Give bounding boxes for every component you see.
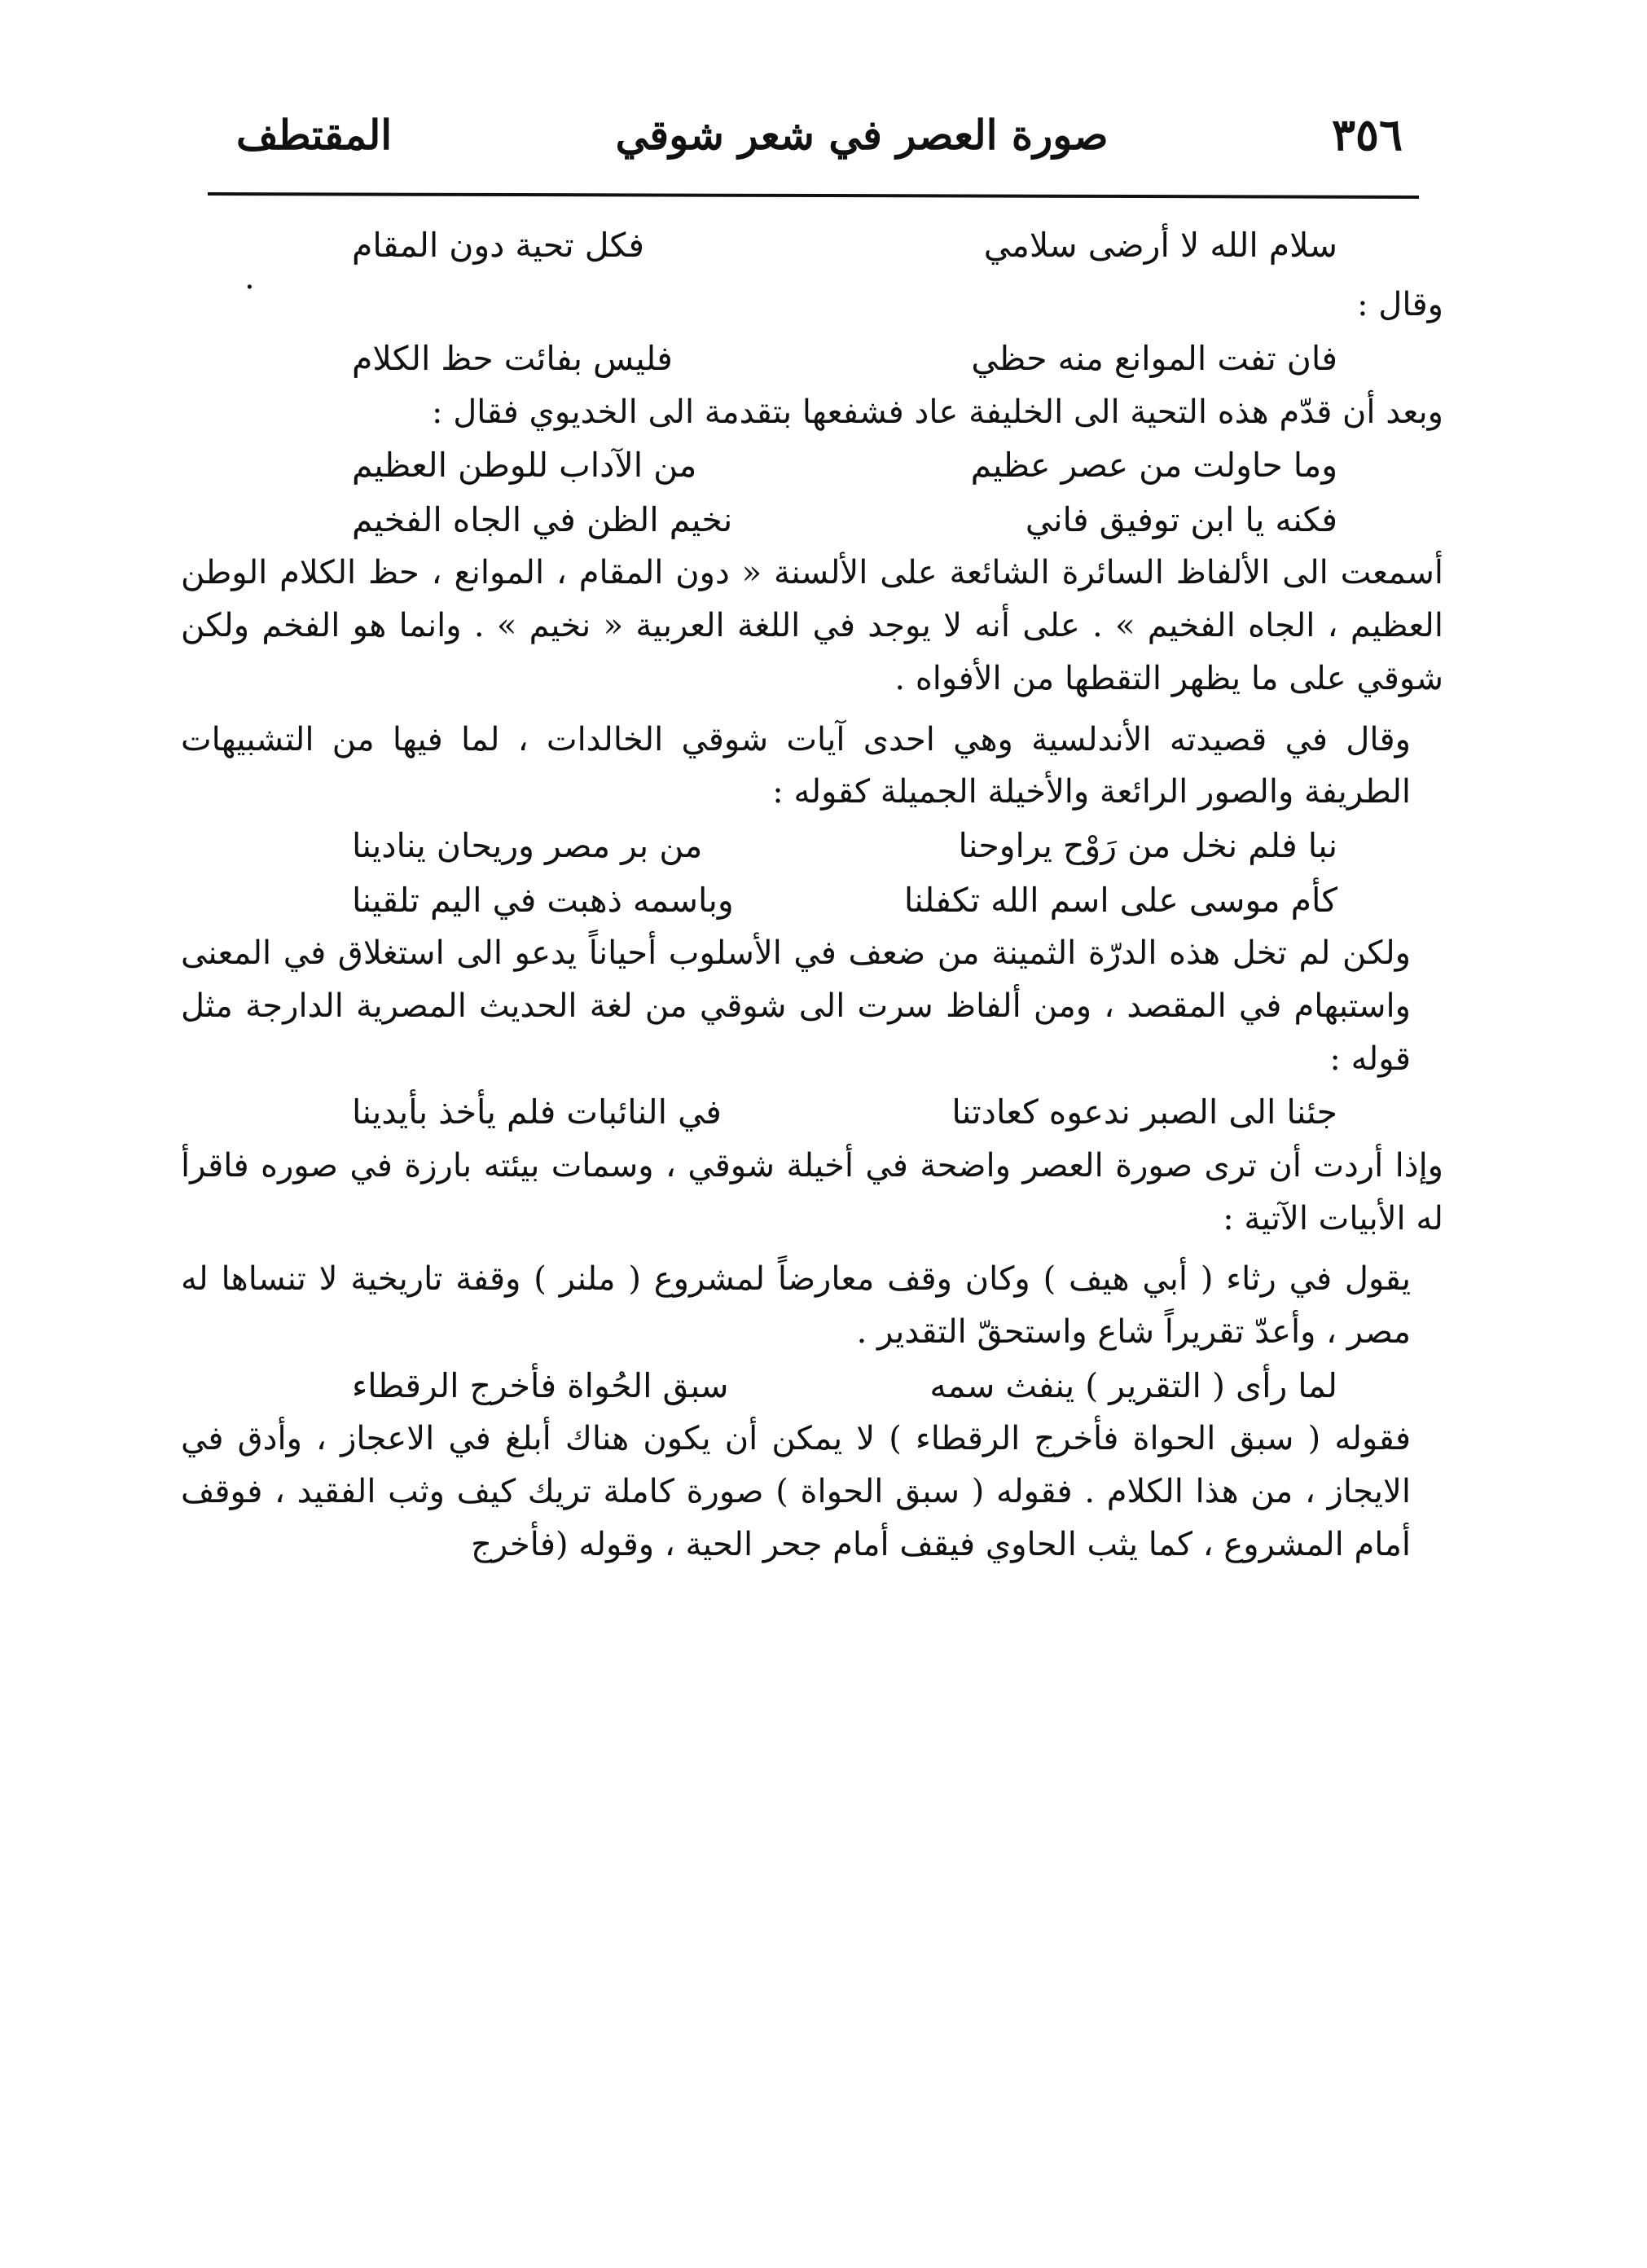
verse-hemistich-second: سبق الحُواة فأخرج الرقطاء <box>352 1366 729 1405</box>
header-rule <box>208 192 1419 199</box>
verse-hemistich-second: فليس بفائت حظ الكلام <box>352 339 673 379</box>
verse-hemistich-first: فان تفت الموانع منه حظي <box>971 339 1337 379</box>
journal-name: المقتطف <box>236 110 393 159</box>
page-body <box>181 218 1443 1571</box>
page-number: ٣٥٦ <box>1331 108 1403 160</box>
running-title: صورة العصر في شعر شوقي <box>615 110 1109 159</box>
paragraph: أسمعت الى الألفاظ السائرة الشائعة على الألسنة « دون المقام ، الموانع ، حظ الكلام الوطن العظيم ، الجاه الفخيم » . على أنه لا يوجد في اللغة العربية « نخيم » . وانما هو الفخم ولكن شوقي على ما يظهر التقطها من الأفواه . <box>181 554 1443 697</box>
verse-hemistich-first: جئنا الى الصبر ندعوه كعادتنا <box>951 1092 1337 1132</box>
verse-hemistich-first: لما رأى ( التقرير ) ينفث سمه <box>929 1366 1337 1405</box>
verse-line <box>181 438 1443 492</box>
verse-line <box>181 1359 1443 1413</box>
verse-hemistich-first: سلام الله لا أرضى سلامي <box>983 226 1337 265</box>
paragraph: وبعد أن قدّم هذه التحية الى الخليفة عاد فشفعها بتقدمة الى الخديوي فقال : <box>432 393 1443 431</box>
verse-hemistich-first: كأم موسى على اسم الله تكفلنا <box>903 880 1337 920</box>
paragraph: يقول في رثاء ( أبي هيف ) وكان وقف معارضاً لمشروع ( ملنر ) وقفة تاريخية لا تنساها له مصر ، وأعدّ تقريراً شاع واستحقّ التقدير . <box>181 1260 1411 1352</box>
verse-line <box>181 873 1443 927</box>
verse-hemistich-second: من بر مصر وريحان ينادينا <box>352 826 703 866</box>
verse-hemistich-second: من الآداب للوطن العظيم <box>352 446 697 486</box>
stray-dot: . <box>244 259 255 297</box>
verse-line <box>181 218 1443 272</box>
verse-line <box>181 332 1443 385</box>
paragraph: ولكن لم تخل هذه الدرّة الثمينة من ضعف في الأسلوب أحياناً يدعو الى استغلاق في المعنى واستبهام في المقصد ، ومن ألفاظ سرت الى شوقي من لغة الحديث المصرية الدارجة مثل قوله : <box>181 934 1411 1078</box>
paragraph: فقوله ( سبق الحواة فأخرج الرقطاء ) لا يمكن أن يكون هناك أبلغ في الاعجاز ، وأدق في الايجاز ، من هذا الكلام . فقوله ( سبق الحواة ) صورة كاملة تريك كيف وثب الفقيد ، فوقف أمام المشروع ، كما يثب الحاوي فيقف أمام جحر الحية ، وقوله (فأخرج <box>181 1420 1411 1563</box>
verse-line <box>181 1085 1443 1139</box>
paragraph: وإذا أردت أن ترى صورة العصر واضحة في أخيلة شوقي ، وسمات بيئته بارزة في صوره فاقرأ له الأبيات الآتية : <box>181 1146 1443 1237</box>
verse-hemistich-first: نبا فلم نخل من رَوْح يراوحنا <box>958 826 1337 866</box>
verse-hemistich-second: نخيم الظن في الجاه الفخيم <box>352 499 733 539</box>
verse-hemistich-second: فكل تحية دون المقام <box>352 226 644 265</box>
paragraph: وقال في قصيدته الأندلسية وهي احدى آيات شوقي الخالدات ، لما فيها من التشبيهات الطريفة والصور الرائعة والأخيلة الجميلة كقوله : <box>181 720 1411 811</box>
verse-line <box>181 493 1443 547</box>
running-header <box>236 106 1403 163</box>
verse-hemistich-first: وما حاولت من عصر عظيم <box>970 446 1337 486</box>
paragraph: وقال : <box>1357 286 1443 324</box>
verse-hemistich-second: في النائبات فلم يأخذ بأيدينا <box>352 1092 722 1132</box>
verse-hemistich-second: وباسمه ذهبت في اليم تلقينا <box>352 880 734 920</box>
verse-line <box>181 819 1443 872</box>
verse-hemistich-first: فكنه يا ابن توفيق فاني <box>1025 499 1337 539</box>
